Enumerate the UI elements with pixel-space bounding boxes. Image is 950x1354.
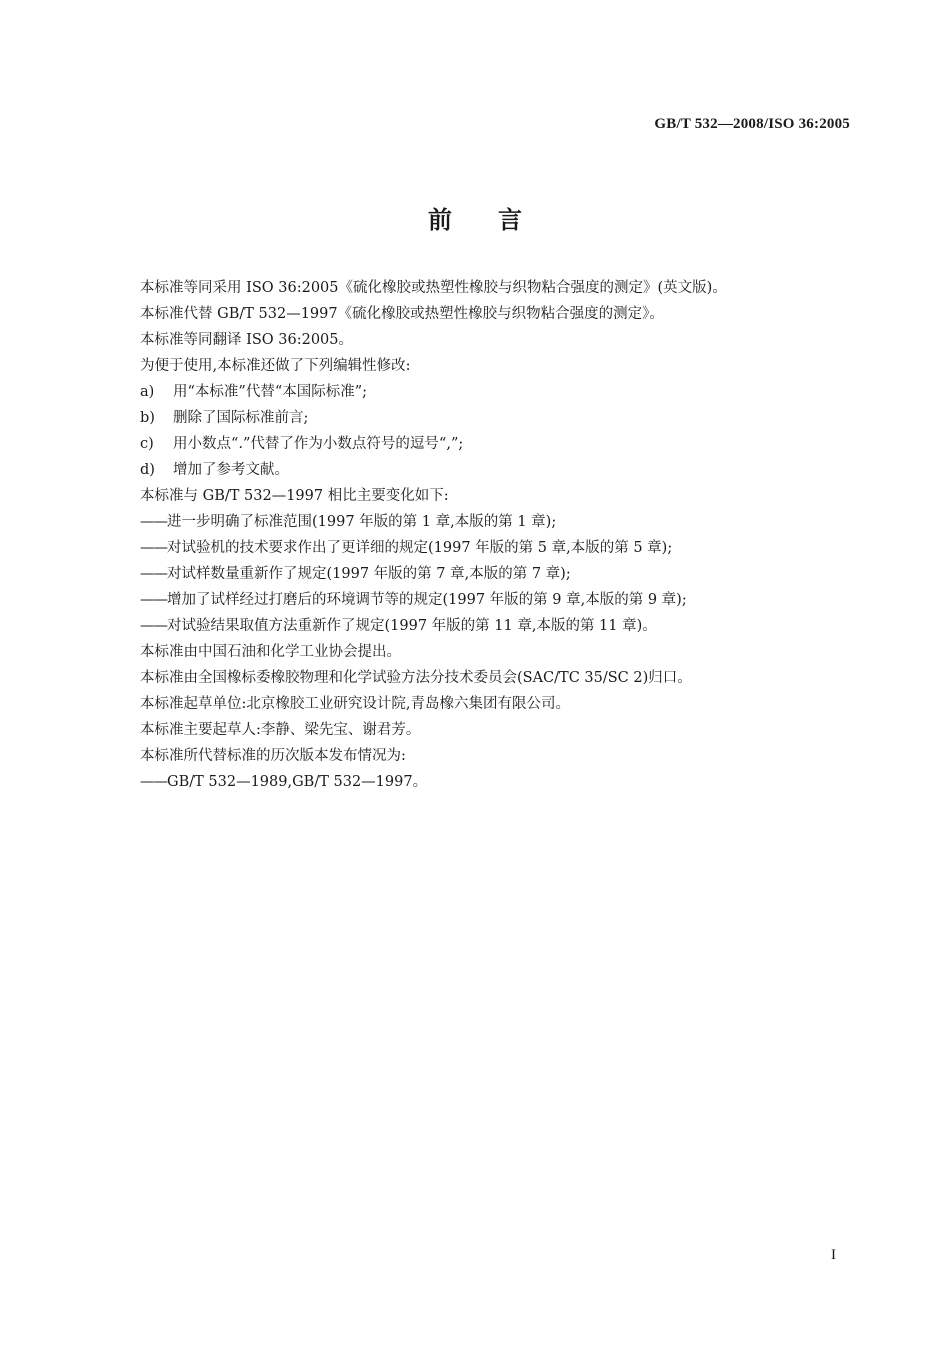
list-item-text: 用小数点“.”代替了作为小数点符号的逗号“,”; [173, 436, 464, 452]
list-item-marker: a) [140, 384, 155, 400]
change-item-text: 对试样数量重新作了规定(1997 年版的第 7 章,本版的第 7 章); [167, 566, 571, 582]
dash-marker: —— [140, 618, 167, 634]
page-number: I [831, 1247, 836, 1263]
dash-marker: —— [140, 540, 167, 556]
list-item-text: 增加了参考文献。 [173, 462, 289, 478]
dash-marker: —— [140, 566, 167, 582]
change-item [140, 561, 860, 587]
change-item-text: 对试验结果取值方法重新作了规定(1997 年版的第 11 章,本版的第 11 章)。 [167, 618, 657, 634]
change-item [140, 613, 860, 639]
list-item [140, 457, 860, 483]
change-item [140, 509, 860, 535]
change-item-text: 对试验机的技术要求作出了更详细的规定(1997 年版的第 5 章,本版的第 5 章); [167, 540, 673, 556]
paragraph-proposer: 本标准由中国石油和化学工业协会提出。 [140, 644, 401, 660]
dash-marker: —— [140, 514, 167, 530]
dash-marker: —— [140, 774, 167, 790]
paragraph-replaces: 本标准代替 GB/T 532—1997《硫化橡胶或热塑性橡胶与织物粘合强度的测定》。 [140, 306, 664, 322]
history-item [140, 769, 860, 795]
list-item [140, 405, 860, 431]
dash-marker: —— [140, 592, 167, 608]
paragraph-edit-intro: 为便于使用,本标准还做了下列编辑性修改: [140, 358, 411, 374]
list-item-text: 删除了国际标准前言; [173, 410, 309, 426]
list-item-text: 用“本标准”代替“本国际标准”; [173, 384, 368, 400]
list-item-marker: b) [140, 410, 155, 426]
paragraph-translation: 本标准等同翻译 ISO 36:2005。 [140, 332, 354, 348]
paragraph-adoption: 本标准等同采用 ISO 36:2005《硫化橡胶或热塑性橡胶与织物粘合强度的测定》(英文版)。 [140, 280, 727, 296]
document-body [140, 275, 860, 795]
list-item [140, 379, 860, 405]
change-item [140, 587, 860, 613]
paragraph-drafters: 本标准主要起草人:李静、梁先宝、谢君芳。 [140, 722, 421, 738]
paragraph-committee: 本标准由全国橡标委橡胶物理和化学试验方法分技术委员会(SAC/TC 35/SC 2)归口。 [140, 670, 692, 686]
history-item-text: GB/T 532—1989,GB/T 532—1997。 [167, 774, 428, 790]
paragraph-history-intro: 本标准所代替标准的历次版本发布情况为: [140, 748, 406, 764]
standard-code: GB/T 532—2008/ISO 36:2005 [654, 116, 850, 132]
change-item-text: 增加了试样经过打磨后的环境调节等的规定(1997 年版的第 9 章,本版的第 9 章); [167, 592, 687, 608]
list-item-marker: c) [140, 436, 154, 452]
change-item-text: 进一步明确了标准范围(1997 年版的第 1 章,本版的第 1 章); [167, 514, 557, 530]
paragraph-drafting-units: 本标准起草单位:北京橡胶工业研究设计院,青岛橡六集团有限公司。 [140, 696, 570, 712]
page-title: 前言 [428, 206, 568, 234]
list-item-marker: d) [140, 462, 155, 478]
list-item [140, 431, 860, 457]
paragraph-changes-intro: 本标准与 GB/T 532—1997 相比主要变化如下: [140, 488, 449, 504]
change-item [140, 535, 860, 561]
